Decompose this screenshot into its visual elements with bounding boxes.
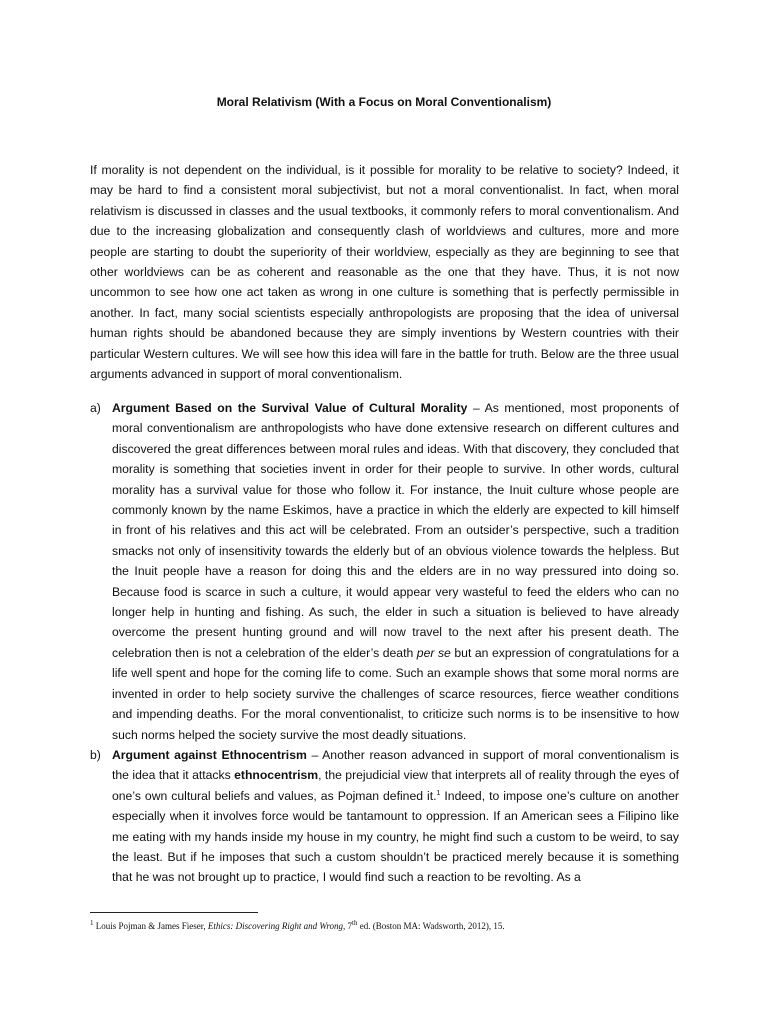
argument-item-a xyxy=(90,398,679,745)
footnote-publication: ed. (Boston MA: Wadsworth, 2012), 15. xyxy=(357,921,505,931)
footnote xyxy=(90,921,650,932)
footnote-authors: Louis Pojman & James Fieser, xyxy=(93,921,208,931)
list-marker: b) xyxy=(90,747,101,762)
footnote-divider xyxy=(90,912,258,913)
list-marker: a) xyxy=(90,401,101,415)
argument-text: Indeed, to impose one’s culture on another especially when it involves force would be tantamount to oppression. If an American sees a Filipino like me eating with my hands inside my house in my country, he might find such a custom to be weird, to say the least. But if he imposes that such a custom shouldn’t be practiced merely because it is something that he was not brought up to practice, I would find such a reaction to be revolting. As a xyxy=(112,788,679,885)
argument-text: , the prejudicial view that interprets all of reality through the eyes of one’s own cultural beliefs and values, as Pojman defined it. xyxy=(112,768,679,803)
footnote-edition: , 7 xyxy=(343,921,353,931)
footnote-edition-suffix: th xyxy=(352,919,358,927)
page-title: Moral Relativism (With a Focus on Moral Conventionalism) xyxy=(216,95,552,109)
footnote-number: 1 xyxy=(90,919,94,927)
footnote-reference[interactable]: 1 xyxy=(436,789,441,797)
italic-term: per se xyxy=(416,645,451,660)
footnote-book-title: Ethics: Discovering Right and Wrong xyxy=(207,921,344,931)
bold-term: ethnocentrism xyxy=(234,768,319,783)
argument-text: – As mentioned, most proponents of moral conventionalism are anthropologists who have done extensive research on different cultures and discovered the great differences between moral rules and ideas. With that discovery, they concluded that morality is something that societies invent in order for their people to survive. In other words, cultural morality has a survival value for those who follow it. For instance, the Inuit culture whose people are commonly known by the name Eskimos, have a practice in which the elderly are expected to kill himself in front of his relatives and this act will be celebrated. From an outsider’s perspective, such a tradition smacks not only of insensitivity towards the elderly but of an obvious violence towards the helpless. But the Inuit people have a reason for doing this and the elders are in no way pressured into doing so. Because food is scarce in such a culture, it would appear very wasteful to feed the elders who can no longer help in hunting and fishing. As such, the elder in such a situation is believed to have already overcome the present hunting ground and will now travel to the next after his present death. The celebration then is not a celebration of the elder’s death xyxy=(112,401,679,660)
argument-item-b xyxy=(90,745,679,888)
argument-heading: Argument against Ethnocentrism xyxy=(112,747,307,762)
argument-heading: Argument Based on the Survival Value of Cultural Morality xyxy=(112,401,468,415)
argument-list xyxy=(90,398,679,888)
intro-paragraph: If morality is not dependent on the individual, is it possible for morality to be relative to society? Indeed, it may be hard to find a consistent moral subjectivist, but not a moral conventionalist. In fact, when moral relativism is discussed in classes and the usual textbooks, it commonly refers to moral conventionalism. And due to the increasing globalization and consequently clash of worldviews and cultures, more and more people are starting to doubt the superiority of their worldview, especially as they are beginning to see that other worldviews can be as coherent and reasonable as the one that they have. Thus, it is not now uncommon to see how one act taken as wrong in one culture is something that is perfectly permissible in another. In fact, many social scientists especially anthropologists are proposing that the idea of universal human rights should be abandoned because they are simply inventions by Western countries with their particular Western cultures. We will see how this idea will fare in the battle for truth. Below are the three usual arguments advanced in support of moral conventionalism. xyxy=(90,163,679,382)
argument-text: – Another reason advanced in support of moral conventionalism is the idea that it attacks xyxy=(112,747,679,783)
argument-text: but an expression of congratulations for a life well spent and hope for the coming life to come. Such an example shows that some moral norms are invented in order to help society survive the challenges of scarce resources, fierce weather conditions and impending deaths. For the moral conventionalist, to criticize such norms is to be insensitive to how such norms helped the society survive the most deadly situations. xyxy=(112,645,679,742)
